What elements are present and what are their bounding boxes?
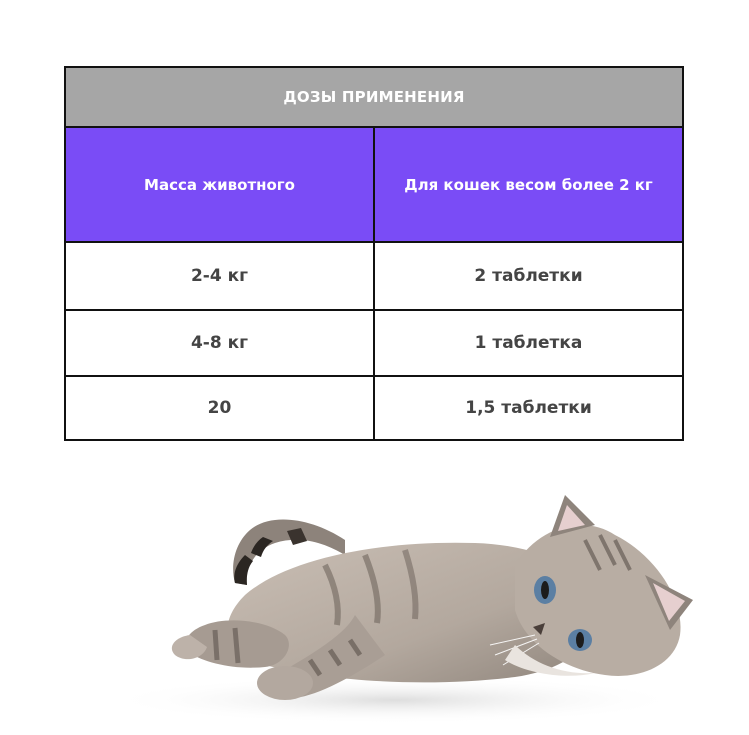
table-row [65,242,683,310]
header-animal-weight: Масса животного [65,127,374,242]
dose-cell: 1,5 таблетки [374,376,683,440]
header-dose-for-cats: Для кошек весом более 2 кг [374,127,683,242]
dosage-table [64,66,684,441]
dose-cell: 1 таблетка [374,310,683,376]
weight-cell: 20 [65,376,374,440]
table-header-row [65,127,683,242]
weight-cell: 4-8 кг [65,310,374,376]
table-row [65,310,683,376]
table-row [65,376,683,440]
table-title: ДОЗЫ ПРИМЕНЕНИЯ [65,67,683,127]
cat-photo [95,495,695,727]
weight-cell: 2-4 кг [65,242,374,310]
table-title-row [65,67,683,127]
dose-cell: 2 таблетки [374,242,683,310]
